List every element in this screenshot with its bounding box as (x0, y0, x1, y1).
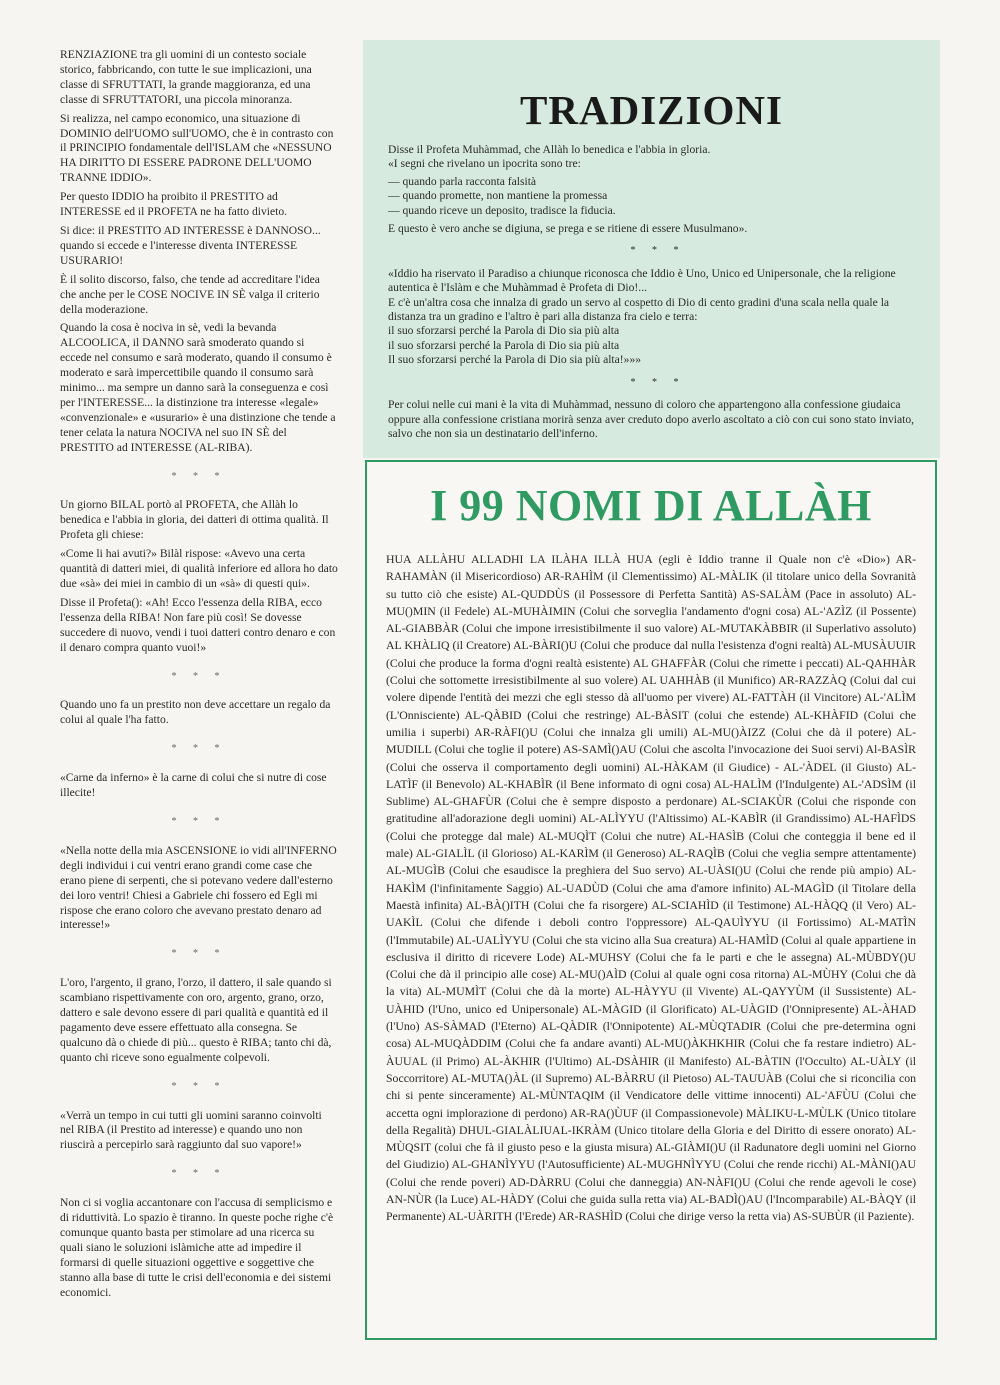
nomi-body: HUA ALLÀHU ALLADHI LA ILÀHA ILLÀ HUA (egli è Iddio tranne il Quale non c'è «Dio») AR-RAHAMÀN (il Misericordioso) AR-RAHÌM (il Clementissimo) AL-MÀLIK (il titolare unico della Sovranità su tutto ciò che esiste) AL-QUDDÙS (il Possessore di Perfetta Santità) AS-SALÀM (Pace in assoluto) AL-MU()MIN (il Fedele) AL-MUHÀIMIN (Colui che sorveglia l'andamento d'ogni cosa) AL-'AZÌZ (il Possente) AL-GIABBÀR (Colui che impone irresistibilmente il suo valore) AL-MUTAKÀBBIR (il Superlativo assoluto) AL KHÀLIQ (il Creatore) AL-BÀRI()U (Colui che produce dal nulla l'esistenza d'ogni realtà) AL-MUSÀUUIR (Colui che produce la forma d'ogni realtà esistente) AL GHAFFÀR (Colui che rimette i peccati) AL-QAHHÀR (Colui che sottomette irresistibilmente al suo volere) AL UAHHÀB (il Munifico) AR-RAZZÀQ (Colui dal cui volere dipende l'entità dei mezzi che egli stesso dà all'uomo per vivere) AL-FATTÀH (il Vincitore) AL-'ALÌM (L'Onnisciente) AL-QÀBID (Colui che restringe) AL-BÀSIT (colui che estende) AL-KHÀFID (Colui che umilia i superbi) AR-RÀFI()U (Colui che innalza gli umili) AL-MU()ÀIZZ (Colui che dà il potere) AL-MUDILL (Colui che toglie il potere) AS-SAMÌ()AU (Colui che ascolta l'invocazione dei Suoi servi) Al-BASÌR (Colui che osserva il comportamento degli uomini) AL-HÀKAM (il Giudice) - AL-'ÀDEL (il Giusto) AL-LATÌF (il Benevolo) AL-KHABÌR (il Bene informato di ogni cosa) AL-HALÌM (l'Indulgente) AL-'ADSÌM (il Sublime) AL-GHAFÙR (Colui che è sempre disposto a perdonare) AL-SCIAKÙR (Colui che risponde con gratitudine all'adorazione degli uomini) AL-ALÌYYU (l'Altissimo) AL-KABÌR (il Grandissimo) AL-HAFÌDS (Colui che protegge dal male) AL-MUQÌT (Colui che nutre) AL-HASÌB (Colui che conteggia il bene ed il male) AL-GIALÌL (il Glorioso) AL-KARÌM (il Generoso) AL-RAQÌB (Colui che veglia sempre attentamente) AL-MUGÌB (Colui che esaudisce la preghiera del Suo servo) AL-UÀSI()U (Colui che rende più ampio) AL-HAKÌM (l'infinitamente Saggio) AL-UADÙD (Colui che ama d'amore infinito) AL-MAGÌD (il Titolare della Maestà infinita) AL-BÀ()ITH (Colui che fa risorgere) AL-SCIAHÌD (il Testimone) AL-HÀQQ (il Vero) AL-UAKÌL (Colui che difende i deboli contro l'oppressore) AL-QAUÌYYU (il Fortissimo) AL-MATÌN (l'Immutabile) AL-UALÌYYU (Colui che sta vicino alla Sua creatura) AL-HAMÌD (Colui al quale appartiene in esclusiva il diritto di ricevere Lode) AL-MUHSY (Colui che fa le parti e che le assegna) AL-MÙBDY()U (Colui che dà il principio alle cose) AL-MU()AÌD (Colui al quale ogni cosa ritorna) AL-MÙHY (Colui che dà la vita) AL-MUMÌT (Colui che dà la morte) AL-HÀYYU (il Vivente) AL-QAYYÙM (il Sussistente) AL-UÀHID (l'Uno, unico ed Unipersonale) AL-MÀGID (il Glorificato) AL-UÀGID (l'Onnipresente) AL-ÀHAD (l'Uno) AS-SÀMAD (l'Eterno) AL-QÀDIR (l'Onnipotente) AL-MÙQTADIR (Colui che pre-determina ogni cosa) AL-MUQÀDDIM (Colui che fa andare avanti) AL-MU()ÀKHKHIR (Colui che fa restare indietro) AL-ÀUUAL (il Primo) AL-ÀKHIR (l'Ultimo) AL-DSÀHIR (il Manifesto) AL-BÀTIN (l'Occulto) AL-UÀLY (il Soccorritore) AL-MUTA()ÀL (il Supremo) AL-BÀRRU (il Pietoso) AL-TAUUÀB (Colui che si riconcilia con chi si pente sinceramente) AL-MÙNTAQIM (il Vendicatore delle vittime innocenti) AL-'AFÙU (Colui che accetta ogni implorazione di perdono) AR-RA()ÙUF (il Compassionevole) MÀLIKU-L-MÙLK (Unico titolare della Regalità) DHUL-GIALÀLIUAL-IKRÀM (Unico titolare della Gloria e del Diritto di essere onorato) AL-MÙQSIT (colui che fà il giusto peso e la giusta misura) AL-GIÀMI()U (il Radunatore degli uomini nel Giorno del Giudizio) AL-GHANÌYYU (l'Autosufficiente) AL-MUGHNÌYYU (Colui che rende ricchi) AL-MÀNI()AU (Colui che rende poveri) AD-DÀRRU (Colui che danneggia) AN-NÀFI()U (Colui che rende agevoli le cose) AN-NÙR (la Luce) AL-HÀDY (Colui che guida sulla retta via) AL-BADÌ()AU (l'Incomparabile) AL-BÀQY (il Permanente) AL-UÀRITH (l'Erede) AR-RASHÌD (Colui che dirige verso la retta via) AS-SUBÙR (il Paziente). (386, 552, 916, 1224)
left-paragraph-15: Non ci si voglia accantonare con l'accusa di semplicismo e di riduttività. Lo spazio è tiranno. In queste poche righe c'è comunque quanto basta per stimolare ad una ricerca su quali siano le soluzioni islàmiche atte ad impedire il formarsi di quelle situazioni oggettive e soggettive che stanno alla base di tutte le crisi dell'economia e dei sistemi economici. (60, 1196, 334, 1299)
left-paragraph-4: Si dice: il PRESTITO AD INTERESSE è DANNOSO... quando si eccede e l'interesse diventa INTERESSE USURARIO! (60, 223, 321, 267)
tradizioni-body (388, 143, 928, 441)
left-paragraph-11: «Carne da inferno» è la carne di colui che si nutre di cose illecite! (60, 771, 327, 800)
tradizioni-title: TRADIZIONI (520, 87, 783, 133)
separator: * * * (171, 815, 227, 827)
left-paragraph-12: «Nella notte della mia ASCENSIONE io vidi all'INFERNO degli individui i cui ventri erano grandi come case che erano piene di serpenti, che si potevano vedere dall'esterno dei loro ventri! Chiesi a Gabriele chi fossero ed Egli mi rispose che erano coloro che avevano prestato denaro ad interesse!» (60, 843, 337, 932)
tradizioni-intro: Disse il Profeta Muhàmmad, che Allàh lo benedica e l'abbia in gloria. «I segni che rivelano un ipocrita sono tre: (388, 143, 711, 171)
separator: * * * (171, 948, 227, 960)
left-column (60, 48, 338, 1305)
separator: * * * (171, 470, 227, 482)
left-paragraph-5: È il solito discorso, falso, che tende ad accreditare l'idea che anche per le COSE NOCIVE IN SÈ valga il criterio della moderazione. (60, 272, 320, 316)
left-paragraph-2: Si realizza, nel campo economico, una situazione di DOMINIO dell'UOMO sull'UOMO, che è in contrasto con il PRINCIPIO fondamentale dell'ISLAM che «NESSUNO HA DIRITTO DI ESSERE PADRONE DELL'UOMO TRANNE IDDIO». (60, 111, 334, 185)
separator: * * * (171, 1168, 227, 1180)
left-paragraph-13: L'oro, l'argento, il grano, l'orzo, il dattero, il sale quando si scambiano rispettivamente con oro, argento, grano, orzo, dattero e sale devono essere di pari qualità e quantità ed il pagamento deve essere effettuato alla consegna. Se qualcuno dà o chiede di più... questo è RIBA; tanto chi dà, quanto chi riceve sono egualmente colpevoli. (60, 976, 332, 1064)
left-paragraph-14: «Verrà un tempo in cui tutti gli uomini saranno coinvolti nel RIBA (il Prestito ad interesse) e quando uno non riuscirà a percepirlo sarà raggiunto dal suo vapore!» (60, 1108, 322, 1152)
tradizioni-closing: E questo è vero anche se digiuna, se prega e se ritiene di essere Musulmano». (388, 222, 748, 236)
tradizioni-stars: * * * (630, 245, 686, 257)
separator: * * * (171, 1080, 227, 1092)
left-paragraph-8: «Come li hai avuti?» Bilàl rispose: «Avevo una certa quantità di datteri miei, di qualità inferiore ed allora ho dato due «sà» dei miei in cambio di un «sà» di questi qui». (60, 547, 338, 590)
left-paragraph-10: Quando uno fa un prestito non deve accettare un regalo da colui al quale l'ha fatto. (60, 698, 331, 727)
nomi-title: I 99 NOMI DI ALLÀH (430, 481, 872, 530)
left-paragraph-9: Disse il Profeta(): «Ah! Ecco l'essenza della RIBA, ecco l'essenza della RIBA! Non fare più così! Se dovesse succedere di nuovo, vendi i tuoi datteri contro denaro e con il denaro compra quanto vuoi!» (60, 595, 336, 654)
tradizioni-stars: * * * (630, 376, 686, 388)
separator: * * * (171, 670, 227, 682)
left-paragraph-3: Per questo IDDIO ha proibito il PRESTITO ad INTERESSE ed il PROFETA ne ha fatto divieto. (60, 190, 288, 219)
tradizioni-hadith-2: «Iddio ha riservato il Paradiso a chiunque riconosca che Iddio è Uno, Unico ed Unipersonale, che la religione autentica è l'Islàm e che Muhàmmad è Profeta di Dio!... E c'è un'altra cosa che innalza di grado un servo al cospetto di Dio di cento gradini d'una scala nella quale la distanza tra un gradino e l'altro è pari alla distanza fra cielo e terra: il suo sforzarsi perché la Parola di Dio sia più alta il suo sforzarsi perché la Parola di Dio sia più alta Il suo sforzarsi perché la Parola di Dio sia più alta!»»» (388, 266, 896, 367)
left-paragraph-7: Un giorno BILAL portò al PROFETA, che Allàh lo benedica e l'abbia in gloria, dei datteri di ottima qualità. Il Profeta gli chiese: (60, 498, 329, 542)
tradizioni-items: — quando parla racconta falsità — quando promette, non mantiene la promessa — quando riceve un deposito, tradisce la fiducia. (388, 174, 616, 217)
left-paragraph-6: Quando la cosa è nociva in sè, vedi la bevanda ALCOOLICA, il DANNO sarà smoderato quando si eccede nel consumo e sarà moderato, quando il consumo è moderato e sarà impercettibile quando il consumo sarà minimo... ma sempre un danno sarà la conseguenza e così per l'INTERESSE... la distinzione tra interesse «legale» «convenzionale» e «usurario» è una distinzione che tende a tener celata la natura NOCIVA nel suo IN SÈ del PRESTITO ad INTERESSE (AL-RIBA). (60, 321, 336, 454)
separator: * * * (171, 743, 227, 755)
left-paragraph-1: RENZIAZIONE tra gli uomini di un contesto sociale storico, fabbricando, con tutte le sue implicazioni, una classe di SFRUTTATI, la grande maggioranza, ed una classe di SFRUTTATORI, una piccola minoranza. (60, 48, 312, 106)
tradizioni-hadith-3: Per colui nelle cui mani è la vita di Muhàmmad, nessuno di coloro che appartengono alla confessione giudaica oppure alla confessione cristiana morirà senza aver creduto dopo averlo ascoltato a ciò con cui sono stato inviato, salvo che non sia un destinatario dell'inferno. (388, 398, 915, 440)
